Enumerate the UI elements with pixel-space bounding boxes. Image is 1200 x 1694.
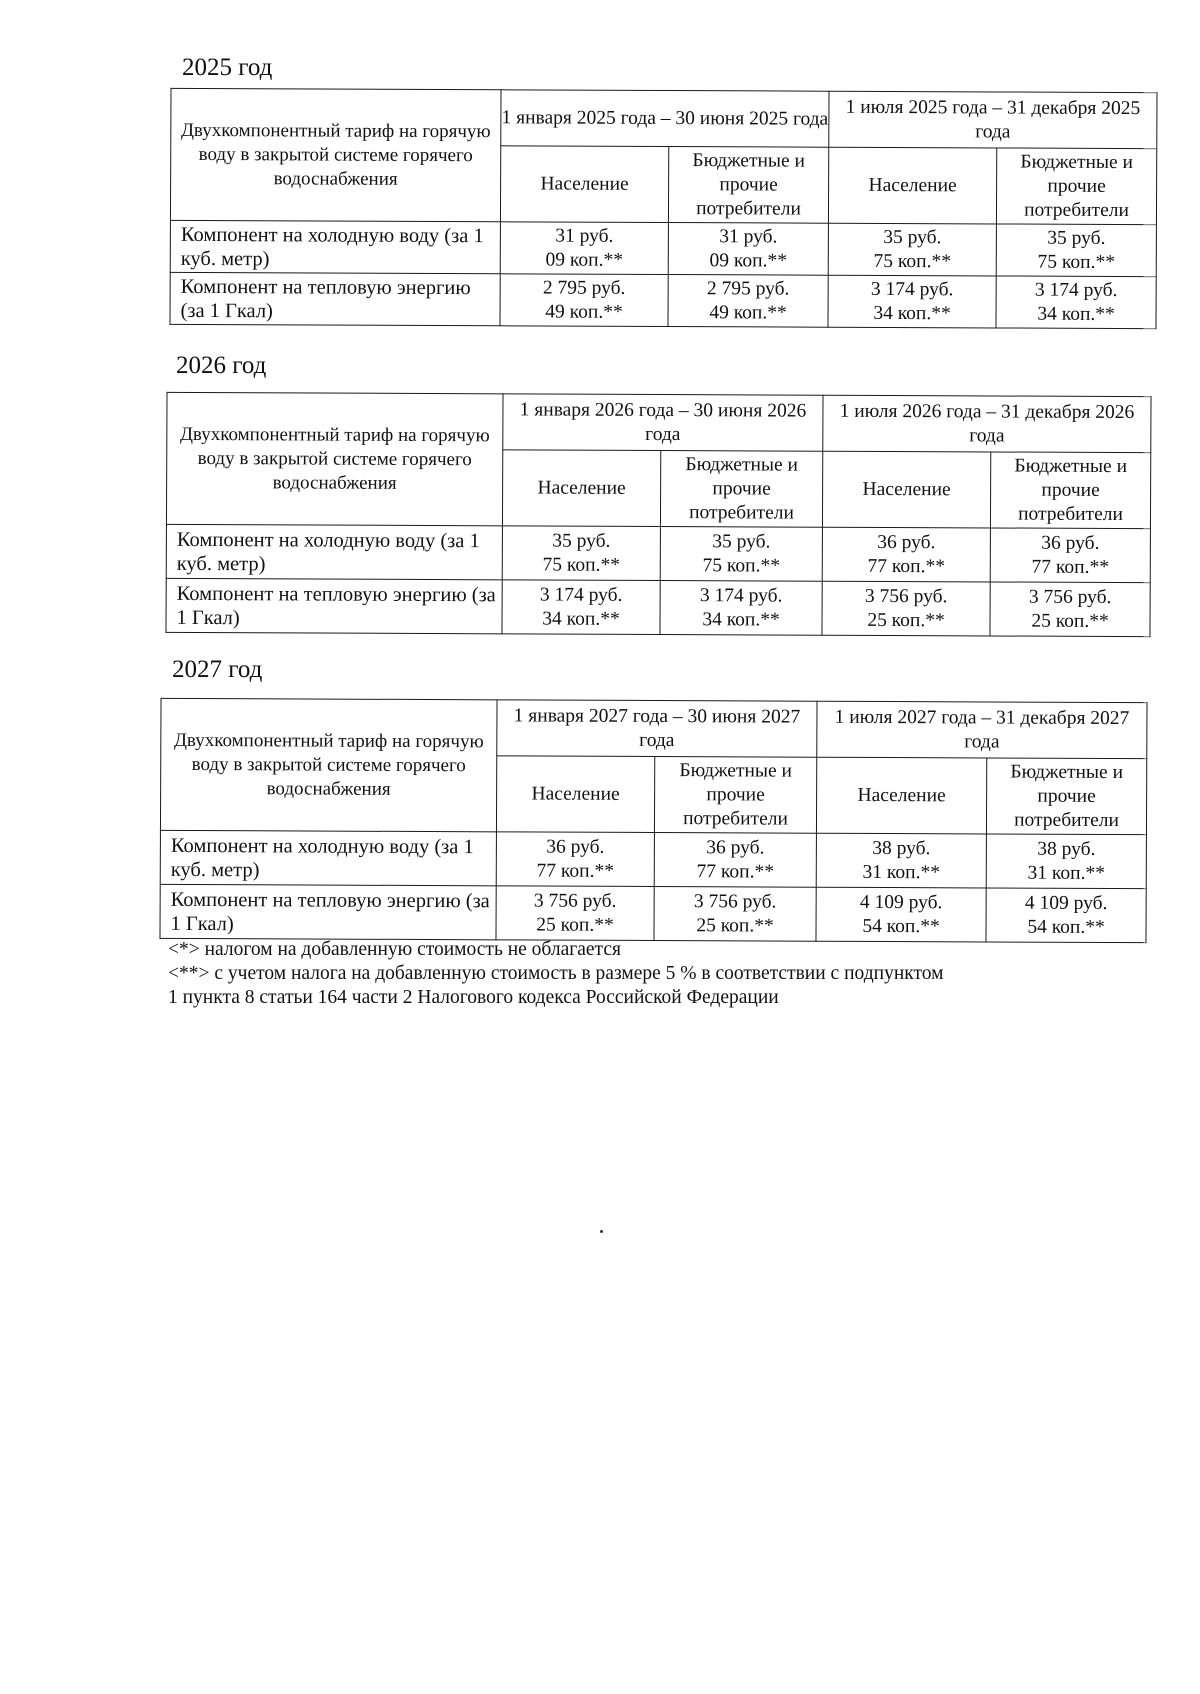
tariff-value-cell: 3 174 руб. 34 коп.** <box>996 276 1156 329</box>
column-header-population: Население <box>496 756 654 833</box>
tariff-table-2026 <box>165 392 1151 637</box>
row-header-heat-energy: Компонент на тепловую энергию (за 1 Гкал) <box>160 884 496 939</box>
tariff-value-cell: 4 109 руб. 54 коп.** <box>986 888 1146 943</box>
column-header-population: Население <box>822 451 990 528</box>
footnote-vat-included: <**> с учетом налога на добавленную стоимость в размере 5 % в соответствии с подпунктом <box>168 963 944 984</box>
footnotes <box>168 938 943 1010</box>
column-header-budget: Бюджетные и прочие потребители <box>996 148 1156 225</box>
tariff-value-cell: 3 174 руб. 34 коп.** <box>660 581 822 636</box>
column-header-budget: Бюджетные и прочие потребители <box>660 451 822 528</box>
period-header: 1 июля 2026 года – 31 декабря 2026 года <box>823 395 1151 452</box>
tariff-value-cell: 3 756 руб. 25 коп.** <box>496 886 654 941</box>
row-header-cold-water: Компонент на холодную воду (за 1 куб. метр) <box>170 220 500 273</box>
column-header-population: Население <box>502 450 660 527</box>
table-corner-header: Двухкомпонентный тариф на горячую воду в закрытой системе горячего водоснабжения <box>170 88 501 221</box>
tariff-value-cell: 35 руб. 75 коп.** <box>996 224 1156 277</box>
tariff-value-cell: 35 руб. 75 коп.** <box>660 527 822 582</box>
column-header-budget: Бюджетные и прочие потребители <box>654 757 816 834</box>
scan-speck <box>600 1230 603 1233</box>
row-header-heat-energy: Компонент на тепловую энергию (за 1 Гкал) <box>166 578 502 633</box>
year-title-2027: 2027 год <box>172 656 263 683</box>
tariff-value-cell: 3 756 руб. 25 коп.** <box>822 581 990 636</box>
footnote-vat-exempt: <*> налогом на добавленную стоимость не облагается <box>168 939 621 960</box>
column-header-population: Население <box>500 146 668 223</box>
table-corner-header: Двухкомпонентный тариф на горячую воду в закрытой системе горячего водоснабжения <box>166 392 503 525</box>
year-title-2025: 2025 год <box>182 54 273 81</box>
period-header: 1 июля 2025 года – 31 декабря 2025 года <box>829 91 1157 148</box>
tariff-value-cell: 3 174 руб. 34 коп.** <box>502 580 660 635</box>
row-header-cold-water: Компонент на холодную воду (за 1 куб. метр) <box>160 830 496 885</box>
row-header-heat-energy: Компонент на тепловую энергию (за 1 Гкал) <box>170 272 500 325</box>
tariff-value-cell: 36 руб. 77 коп.** <box>822 527 990 582</box>
period-header: 1 января 2026 года – 30 июня 2026 года <box>503 394 823 451</box>
tariff-value-cell: 38 руб. 31 коп.** <box>986 834 1146 889</box>
tariff-value-cell: 36 руб. 77 коп.** <box>654 833 816 888</box>
tariff-value-cell: 36 руб. 77 коп.** <box>496 832 654 887</box>
column-header-population: Население <box>828 147 996 224</box>
tariff-value-cell: 2 795 руб. 49 коп.** <box>500 274 668 327</box>
column-header-budget: Бюджетные и прочие потребители <box>986 758 1146 835</box>
period-header: 1 января 2025 года – 30 июня 2025 года <box>501 90 829 147</box>
column-header-budget: Бюджетные и прочие потребители <box>990 452 1150 529</box>
year-title-2026: 2026 год <box>176 352 267 379</box>
footnote-vat-included-continued: 1 пункта 8 статьи 164 части 2 Налогового кодекса Российской Федерации <box>168 987 779 1008</box>
period-header: 1 января 2027 года – 30 июня 2027 года <box>497 700 817 757</box>
tariff-value-cell: 4 109 руб. 54 коп.** <box>816 887 986 942</box>
column-header-budget: Бюджетные и прочие потребители <box>668 147 828 224</box>
tariff-value-cell: 31 руб. 09 коп.** <box>500 222 668 275</box>
column-header-population: Население <box>816 757 986 834</box>
tariff-value-cell: 38 руб. 31 коп.** <box>816 833 986 888</box>
tariff-value-cell: 3 756 руб. 25 коп.** <box>990 582 1150 637</box>
tariff-table-2027 <box>159 698 1147 943</box>
tariff-value-cell: 3 756 руб. 25 коп.** <box>654 887 816 942</box>
tariff-value-cell: 3 174 руб. 34 коп.** <box>828 275 996 328</box>
tariff-value-cell: 31 руб. 09 коп.** <box>668 223 828 276</box>
tariff-value-cell: 36 руб. 77 коп.** <box>990 528 1150 583</box>
tariff-table-2025 <box>169 88 1157 329</box>
tariff-value-cell: 35 руб. 75 коп.** <box>828 223 996 276</box>
period-header: 1 июля 2027 года – 31 декабря 2027 года <box>817 701 1147 758</box>
tariff-value-cell: 2 795 руб. 49 коп.** <box>668 275 828 328</box>
table-corner-header: Двухкомпонентный тариф на горячую воду в закрытой системе горячего водоснабжения <box>160 698 497 831</box>
row-header-cold-water: Компонент на холодную воду (за 1 куб. метр) <box>166 524 502 579</box>
tariff-value-cell: 35 руб. 75 коп.** <box>502 526 660 581</box>
